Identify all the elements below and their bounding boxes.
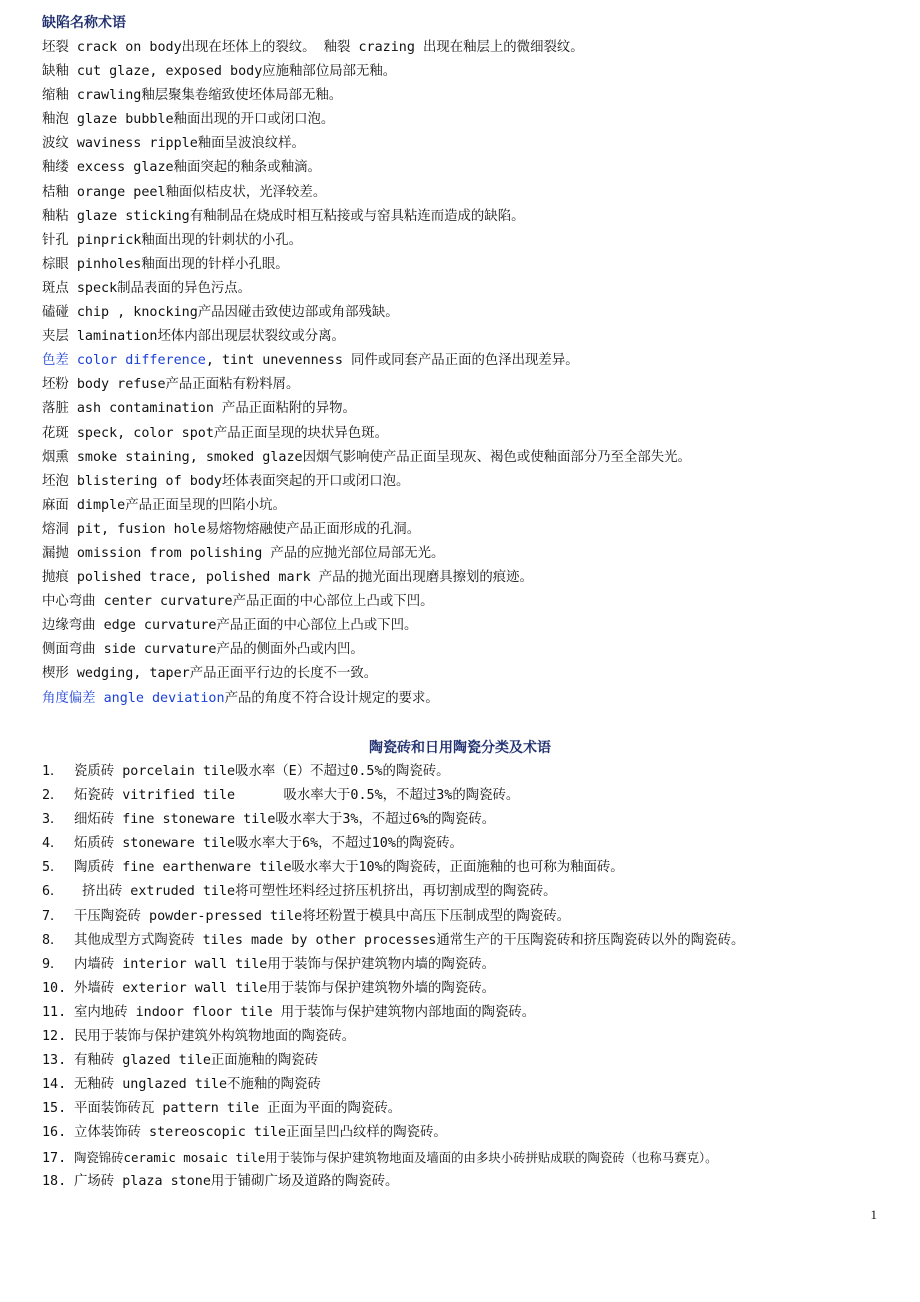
term-definition: , tint unevenness 同件或同套产品正面的色泽出现差异。 [205,353,579,369]
item-number: 12. [42,1029,67,1045]
list-item: 波纹 waviness ripple釉面呈波浪纹样。 [42,136,305,152]
item-text: 立体装饰砖 stereoscopic tile正面呈凹凸纹样的陶瓷砖。 [74,1125,447,1141]
item-number: 15. [42,1101,67,1117]
list-item: 坯泡 blistering of body坯体表面突起的开口或闭口泡。 [42,473,410,489]
list-item [42,784,900,808]
item-number: 3． [42,812,64,828]
list-item: 坯裂 crack on body出现在坯体上的裂纹。 釉裂 crazing 出现在釉层上的微细裂纹。 [42,40,584,55]
item-text: 内墙砖 interior wall tile用于装饰与保护建筑物内墙的陶瓷砖。 [74,956,495,972]
item-number: 7． [42,908,64,924]
list-item: 釉粘 glaze sticking有釉制品在烧成时相互粘接或与窑具粘连而造成的缺陷。 [42,208,525,224]
item-text: 炻质砖 stoneware tile吸水率大于6%，不超过10%的陶瓷砖。 [74,836,463,852]
defect-term-list [42,36,900,711]
section-title-tile-classification: 陶瓷砖和日用陶瓷分类及术语 [369,740,551,756]
list-item [42,856,900,880]
list-item: 坯粉 body refuse产品正面粘有粉料屑。 [42,377,300,393]
list-item: 边缘弯曲 edge curvature产品正面的中心部位上凸或下凹。 [42,618,418,634]
list-item: 夹层 lamination坯体内部出现层状裂纹或分离。 [42,329,345,345]
list-item [42,953,900,977]
item-text: 有釉砖 glazed tile正面施釉的陶瓷砖 [74,1053,319,1069]
item-number: 13. [42,1053,67,1069]
list-item [42,977,900,1001]
list-item [42,760,900,784]
list-item [42,1097,900,1121]
item-number: 14. [42,1077,67,1093]
list-item: 磕碰 chip , knocking产品因碰击致使边部或角部残缺。 [42,305,399,321]
item-text: 挤出砖 extruded tile将可塑性坯料经过挤压机挤出，再切割成型的陶瓷砖。 [74,884,557,900]
item-number: 1． [42,764,64,779]
item-text: 陶质砖 fine earthenware tile吸水率大于10%的陶瓷砖，正面施釉的也可称为釉面砖。 [74,860,624,876]
item-number: 6． [42,884,64,900]
list-item [42,1025,900,1049]
list-item: 斑点 speck制品表面的异色污点。 [42,280,252,296]
list-item [42,905,900,929]
list-item: 漏抛 omission from polishing 产品的应抛光部位局部无光。 [42,545,445,561]
list-item [42,1073,900,1097]
list-item [42,1170,900,1194]
highlighted-term: 角度偏差 angle deviation [42,690,225,706]
tile-term-list [42,760,900,1194]
list-item [42,1146,900,1170]
list-item: 针孔 pinprick釉面出现的针刺状的小孔。 [42,232,303,248]
list-item: 缩釉 crawling釉层聚集卷缩致使坯体局部无釉。 [42,88,343,104]
item-text: 平面装饰砖瓦 pattern tile 正面为平面的陶瓷砖。 [74,1101,402,1117]
highlighted-term: 色差 color difference [42,353,206,369]
list-item: 花斑 speck, color spot产品正面呈现的块状异色斑。 [42,425,388,441]
item-number: 18. [42,1173,67,1189]
item-number: 9． [42,956,64,972]
list-item [42,808,900,832]
list-item: 楔形 wedging, taper产品正面平行边的长度不一致。 [42,666,378,682]
section-title-defect-terms: 缺陷名称术语 [42,15,126,31]
list-item [42,832,900,856]
item-number: 16. [42,1125,67,1141]
item-number: 10. [42,980,67,996]
item-text: 细炻砖 fine stoneware tile吸水率大于3%，不超过6%的陶瓷砖。 [74,812,496,828]
item-number: 2． [42,788,64,804]
list-item: 桔釉 orange peel釉面似桔皮状，光泽较差。 [42,184,327,200]
item-text: 外墙砖 exterior wall tile用于装饰与保护建筑物外墙的陶瓷砖。 [74,980,495,996]
item-text: 室内地砖 indoor floor tile 用于装饰与保护建筑物内部地面的陶瓷砖。 [74,1004,536,1020]
list-item [42,880,900,904]
page-number: 1 [870,1207,877,1222]
item-text: 炻瓷砖 vitrified tile 吸水率大于0.5%，不超过3%的陶瓷砖。 [74,788,520,804]
item-text: 陶瓷锦砖ceramic mosaic tile用于装饰与保护建筑物地面及墙面的由多块小砖拼贴成联的陶瓷砖（也称马赛克）。 [74,1149,718,1165]
item-text: 广场砖 plaza stone用于铺砌广场及道路的陶瓷砖。 [74,1173,399,1189]
item-number: 8． [42,932,64,948]
item-number: 5． [42,860,64,876]
list-item: 缺釉 cut glaze, exposed body应施釉部位局部无釉。 [42,64,397,80]
list-item: 中心弯曲 center curvature产品正面的中心部位上凸或下凹。 [42,594,434,610]
list-item: 熔洞 pit, fusion hole易熔物熔融使产品正面形成的孔洞。 [42,521,421,537]
item-number: 17. [42,1150,67,1166]
item-number: 11. [42,1004,67,1020]
list-item [42,1121,900,1145]
list-item [42,1049,900,1073]
list-item [42,1001,900,1025]
list-item: 抛痕 polished trace, polished mark 产品的抛光面出现磨具擦划的痕迹。 [42,570,533,586]
list-item: 釉缕 excess glaze釉面突起的釉条或釉滴。 [42,160,321,176]
item-text: 其他成型方式陶瓷砖 tiles made by other processes通常生产的干压陶瓷砖和挤压陶瓷砖以外的陶瓷砖。 [74,932,745,948]
list-item [42,929,900,953]
list-item-angle-deviation [42,687,900,711]
item-text: 瓷质砖 porcelain tile吸水率（E）不超过0.5%的陶瓷砖。 [74,764,450,779]
list-item-color-difference [42,349,900,373]
item-text: 干压陶瓷砖 powder-pressed tile将坯粉置于模具中高压下压制成型的陶瓷砖。 [74,908,571,924]
list-item: 侧面弯曲 side curvature产品的侧面外凸或内凹。 [42,642,364,658]
item-text: 民用于装饰与保护建筑外构筑物地面的陶瓷砖。 [74,1029,356,1045]
list-item: 麻面 dimple产品正面呈现的凹陷小坑。 [42,497,286,513]
item-number: 4． [42,836,64,852]
list-item: 棕眼 pinholes釉面出现的针样小孔眼。 [42,256,289,272]
list-item: 落脏 ash contamination 产品正面粘附的异物。 [42,401,356,417]
list-item: 釉泡 glaze bubble釉面出现的开口或闭口泡。 [42,112,335,128]
list-item: 烟熏 smoke staining, smoked glaze因烟气影响使产品正面呈现灰、褐色或使釉面部分乃至全部失光。 [42,449,691,465]
term-definition: 产品的角度不符合设计规定的要求。 [224,690,439,706]
item-text: 无釉砖 unglazed tile不施釉的陶瓷砖 [74,1077,321,1093]
